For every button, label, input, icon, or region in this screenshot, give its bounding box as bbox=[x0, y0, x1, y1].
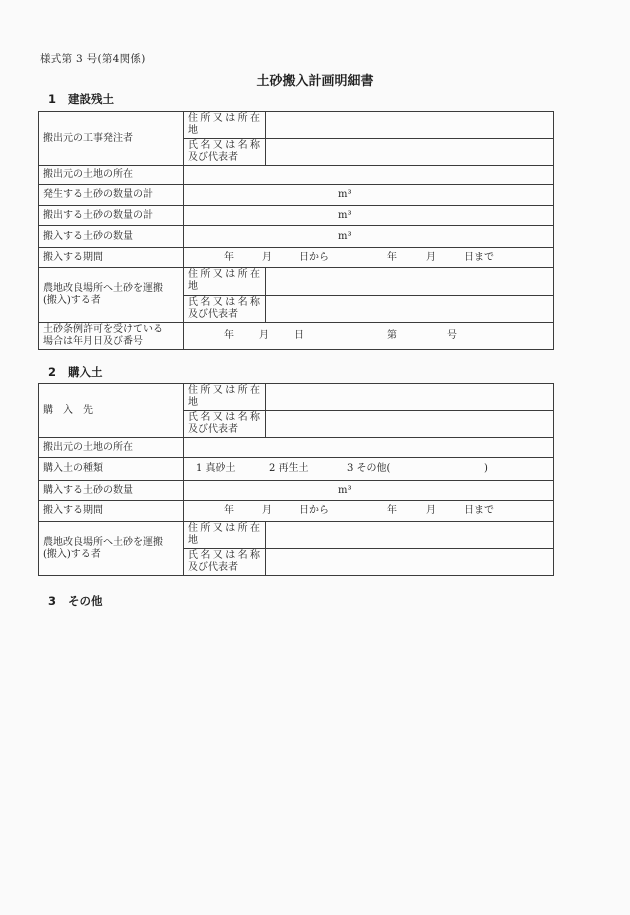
table-row bbox=[39, 522, 554, 549]
name-label-line2: 及び代表者 bbox=[188, 562, 238, 573]
kind-option-other: 3 その他( bbox=[347, 463, 391, 474]
table-row bbox=[39, 481, 554, 501]
generated-total-label-cell: 発生する土砂の数量の計 bbox=[39, 185, 184, 206]
table-row bbox=[39, 268, 554, 296]
period-day-from-label: 日から bbox=[299, 505, 329, 516]
table-row bbox=[39, 501, 554, 522]
period-year-label: 年 bbox=[387, 251, 397, 263]
period-year-label: 年 bbox=[224, 251, 234, 263]
permit-no-prefix-label: 第 bbox=[387, 330, 397, 341]
section-heading-other bbox=[48, 593, 103, 609]
table-row bbox=[39, 185, 554, 206]
orderer-address-field bbox=[266, 112, 554, 139]
table-row bbox=[39, 323, 554, 350]
purchase-quantity-field bbox=[184, 481, 554, 501]
permit-field bbox=[184, 323, 554, 350]
period-label-cell: 搬入する期間 bbox=[39, 501, 184, 522]
address-label-cell bbox=[184, 522, 266, 549]
orderer-name-field bbox=[266, 139, 554, 166]
carrier-label-line1: 農地改良場所へ土砂を運搬 bbox=[43, 536, 163, 548]
section-label: その他 bbox=[68, 594, 103, 608]
purchase-quantity-label-cell: 購入する土砂の数量 bbox=[39, 481, 184, 501]
cubic-meter-unit: m³ bbox=[338, 230, 352, 242]
construction-soil-table bbox=[38, 111, 554, 350]
address-label-line1: 住所又は所在 bbox=[188, 385, 260, 396]
section-heading-purchased-soil bbox=[48, 364, 103, 380]
carrier-label-line2: (搬入)する者 bbox=[43, 295, 101, 306]
address-label-line1: 住所又は所在 bbox=[188, 269, 260, 280]
removed-total-label-cell: 搬出する土砂の数量の計 bbox=[39, 206, 184, 226]
period-month-label: 月 bbox=[426, 505, 436, 516]
name-label-line2: 及び代表者 bbox=[188, 424, 238, 435]
section-label: 購入土 bbox=[68, 365, 103, 379]
period-field bbox=[184, 501, 554, 522]
permit-label-line1: 土砂条例許可を受けている bbox=[43, 324, 163, 335]
purchased-soil-table bbox=[38, 383, 554, 576]
address-label-line2: 地 bbox=[188, 125, 198, 136]
soil-kind-field bbox=[184, 458, 554, 481]
kind-option-recycled-soil: 2 再生土 bbox=[269, 463, 309, 474]
name-label-cell bbox=[184, 296, 266, 323]
orderer-label-cell: 搬出元の工事発注者 bbox=[39, 112, 184, 166]
section-number: 2 bbox=[48, 365, 57, 379]
cubic-meter-unit: m³ bbox=[338, 189, 352, 200]
carrier-label-line1: 農地改良場所へ土砂を運搬 bbox=[43, 283, 163, 294]
name-label-cell bbox=[184, 549, 266, 576]
name-label-cell bbox=[184, 139, 266, 166]
carrier-label-cell bbox=[39, 268, 184, 323]
soil-kind-label-cell: 購入土の種類 bbox=[39, 458, 184, 481]
cubic-meter-unit: m³ bbox=[338, 209, 352, 221]
permit-label-cell bbox=[39, 323, 184, 350]
address-label-line2: 地 bbox=[188, 281, 198, 292]
permit-year-label: 年 bbox=[224, 330, 234, 341]
name-label-line1: 氏名又は名称 bbox=[188, 140, 260, 151]
table-row bbox=[39, 206, 554, 226]
carrier-name-field bbox=[266, 296, 554, 323]
buyer-address-field bbox=[266, 384, 554, 411]
period-year-label: 年 bbox=[387, 505, 397, 516]
document-title: 土砂搬入計画明細書 bbox=[256, 74, 374, 89]
land-location-label-cell: 搬出元の土地の所在 bbox=[39, 166, 184, 185]
carrier-label-cell bbox=[39, 522, 184, 576]
period-month-label: 月 bbox=[426, 251, 436, 263]
period-year-label: 年 bbox=[224, 505, 234, 516]
name-label-line1: 氏名又は名称 bbox=[188, 550, 260, 561]
period-field bbox=[184, 248, 554, 268]
table-row bbox=[39, 112, 554, 139]
cubic-meter-unit: m³ bbox=[338, 484, 352, 496]
name-label-line2: 及び代表者 bbox=[188, 309, 238, 320]
carried-in-quantity-field bbox=[184, 226, 554, 248]
land-location-label-cell: 搬出元の土地の所在 bbox=[39, 438, 184, 458]
permit-day-label: 日 bbox=[294, 330, 304, 341]
period-day-from-label: 日から bbox=[299, 251, 329, 263]
table-row bbox=[39, 226, 554, 248]
address-label-cell bbox=[184, 268, 266, 296]
table-row bbox=[39, 438, 554, 458]
name-label-line2: 及び代表者 bbox=[188, 152, 238, 163]
land-location-field bbox=[184, 438, 554, 458]
carrier-address-field bbox=[266, 522, 554, 549]
carrier-label-line2: (搬入)する者 bbox=[43, 548, 101, 560]
period-day-until-label: 日まで bbox=[464, 505, 494, 516]
form-number: 様式第 3 号(第4関係) bbox=[40, 53, 146, 65]
name-label-line1: 氏名又は名称 bbox=[188, 412, 260, 423]
address-label-line2: 地 bbox=[188, 535, 198, 546]
period-day-until-label: 日まで bbox=[464, 251, 494, 263]
permit-label-line2: 場合は年月日及び番号 bbox=[43, 336, 143, 347]
name-label-line1: 氏名又は名称 bbox=[188, 297, 260, 308]
address-label-line2: 地 bbox=[188, 397, 198, 408]
name-label-cell bbox=[184, 411, 266, 438]
period-month-label: 月 bbox=[262, 251, 272, 263]
section-number: 3 bbox=[48, 594, 57, 608]
permit-no-suffix-label: 号 bbox=[447, 330, 457, 341]
address-label-line1: 住所又は所在 bbox=[188, 113, 260, 124]
land-location-field bbox=[184, 166, 554, 185]
table-row bbox=[39, 458, 554, 481]
buyer-name-field bbox=[266, 411, 554, 438]
period-month-label: 月 bbox=[262, 505, 272, 516]
carrier-address-field bbox=[266, 268, 554, 296]
buyer-label-cell: 購 入 先 bbox=[39, 384, 184, 438]
table-row bbox=[39, 166, 554, 185]
kind-option-masa-soil: 1 真砂土 bbox=[196, 463, 236, 474]
address-label-line1: 住所又は所在 bbox=[188, 523, 260, 534]
permit-month-label: 月 bbox=[259, 330, 269, 341]
section-number: 1 bbox=[48, 92, 57, 106]
section-label: 建設残土 bbox=[68, 92, 115, 106]
period-label-cell: 搬入する期間 bbox=[39, 248, 184, 268]
address-label-cell bbox=[184, 112, 266, 139]
table-row bbox=[39, 384, 554, 411]
kind-option-other-close-paren: ) bbox=[484, 463, 488, 474]
carried-in-quantity-label-cell: 搬入する土砂の数量 bbox=[39, 226, 184, 248]
table-row bbox=[39, 248, 554, 268]
removed-total-field bbox=[184, 206, 554, 226]
generated-total-field bbox=[184, 185, 554, 206]
section-heading-construction-soil bbox=[48, 91, 114, 107]
carrier-name-field bbox=[266, 549, 554, 576]
address-label-cell bbox=[184, 384, 266, 411]
